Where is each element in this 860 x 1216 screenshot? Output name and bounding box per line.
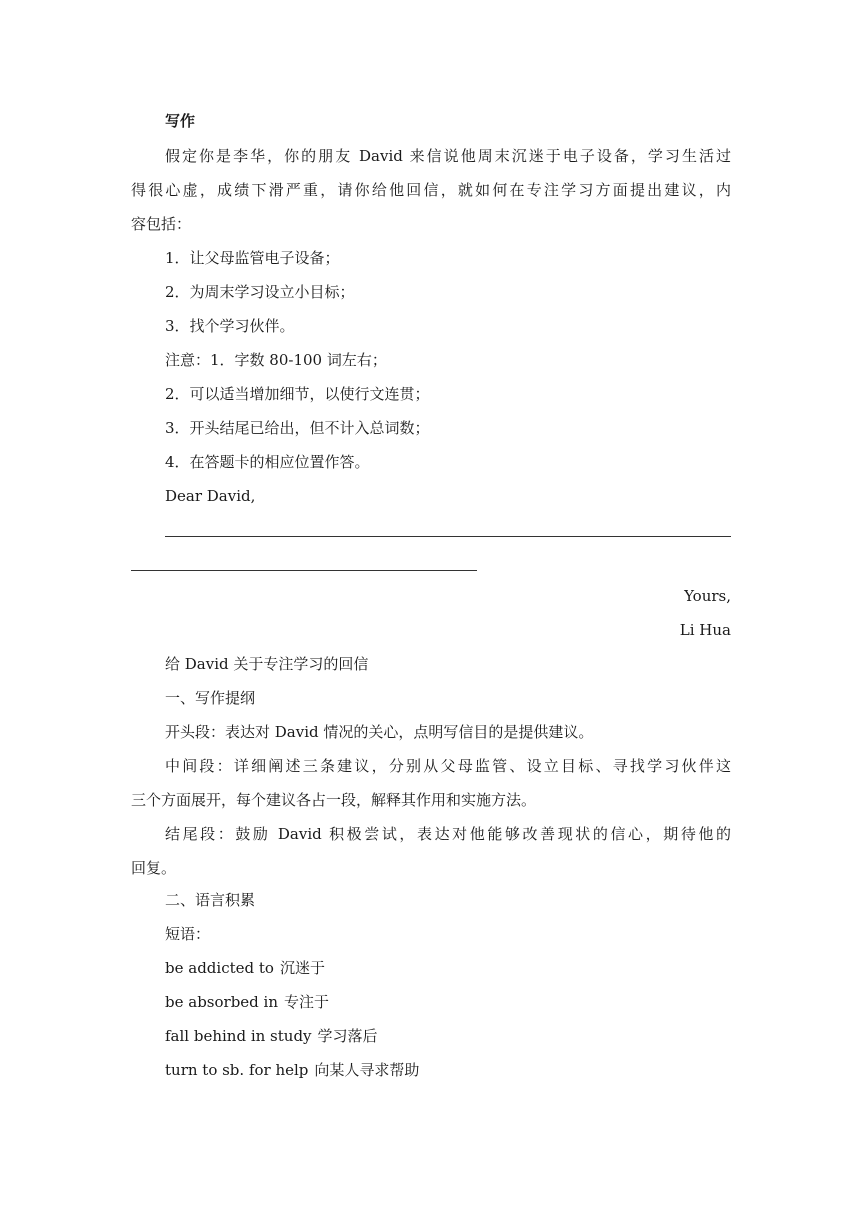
phrase-chinese: 专注于 xyxy=(284,993,330,1011)
answer-title: 给 David 关于专注学习的回信 xyxy=(165,655,369,673)
phrase-chinese: 向某人寻求帮助 xyxy=(314,1061,420,1079)
letter-closing: Yours, xyxy=(684,587,731,605)
phrase-chinese: 沉迷于 xyxy=(279,959,325,977)
note-4: 4．在答题卡的相应位置作答。 xyxy=(165,453,370,471)
phrases-label: 短语： xyxy=(165,925,211,943)
language-heading: 二、语言积累 xyxy=(165,891,256,909)
prompt-line-3: 容包括： xyxy=(131,215,192,233)
answer-line-1 xyxy=(165,536,731,537)
outline-ending-line-2: 回复。 xyxy=(131,859,177,877)
phrase-item xyxy=(165,958,731,978)
phrase-english: fall behind in study xyxy=(165,1027,312,1045)
phrase-item xyxy=(165,1026,731,1046)
outline-opening: 开头段：表达对 David 情况的关心，点明写信目的是提供建议。 xyxy=(165,723,594,741)
prompt-line-1: 假定你是李华，你的朋友 David 来信说他周末沉迷于电子设备，学习生活过 xyxy=(165,147,731,165)
prompt-line-2: 得很心虚，成绩下滑严重，请你给他回信，就如何在专注学习方面提出建议，内 xyxy=(131,181,731,199)
phrase-chinese: 学习落后 xyxy=(317,1027,378,1045)
letter-signature: Li Hua xyxy=(679,621,731,639)
note-1: 注意：1．字数 80-100 词左右； xyxy=(165,351,387,369)
phrase-item xyxy=(165,992,731,1012)
note-2: 2．可以适当增加细节，以使行文连贯； xyxy=(165,385,430,403)
outline-middle-line-2: 三个方面展开，每个建议各占一段，解释其作用和实施方法。 xyxy=(131,791,537,809)
content-point-1: 1．让父母监管电子设备； xyxy=(165,249,340,267)
phrase-english: be addicted to xyxy=(165,959,274,977)
outline-middle-line-1: 中间段：详细阐述三条建议，分别从父母监管、设立目标、寻找学习伙伴这 xyxy=(165,757,731,775)
answer-line-2 xyxy=(131,570,477,571)
section-heading: 写作 xyxy=(165,112,196,130)
letter-greeting: Dear David, xyxy=(165,487,256,505)
phrase-item xyxy=(165,1060,731,1080)
content-point-3: 3．找个学习伙伴。 xyxy=(165,317,295,335)
note-3: 3．开头结尾已给出，但不计入总词数； xyxy=(165,419,430,437)
content-point-2: 2．为周末学习设立小目标； xyxy=(165,283,355,301)
outline-ending-line-1: 结尾段：鼓励 David 积极尝试，表达对他能够改善现状的信心，期待他的 xyxy=(165,825,731,843)
phrase-english: be absorbed in xyxy=(165,993,278,1011)
phrase-english: turn to sb. for help xyxy=(165,1061,309,1079)
outline-heading: 一、写作提纲 xyxy=(165,689,256,707)
